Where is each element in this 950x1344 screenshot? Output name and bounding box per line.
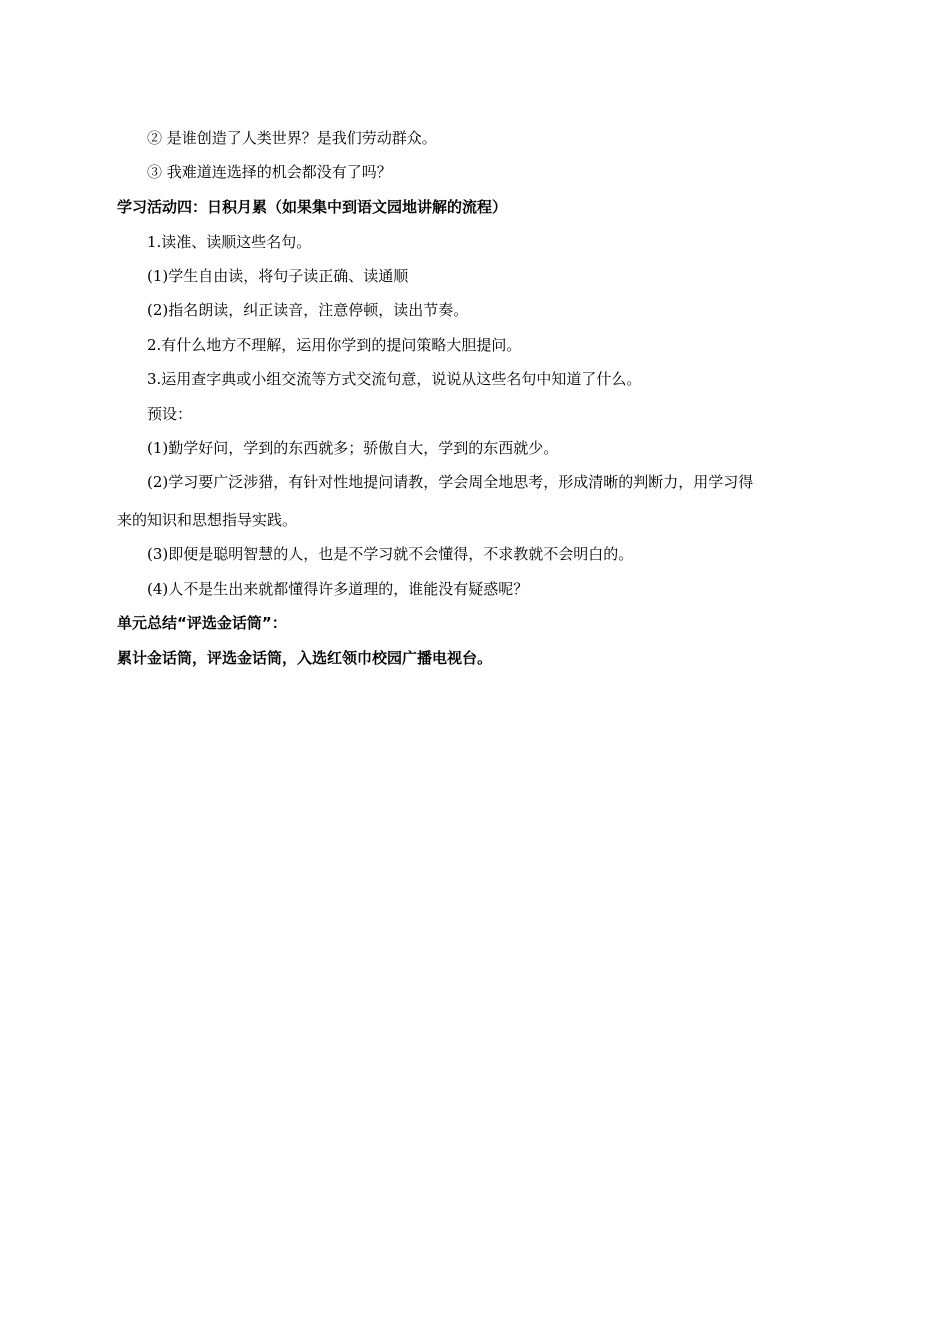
preset-item-3: (3)即便是聪明智慧的人，也是不学习就不会懂得，不求教就不会明白的。: [147, 545, 634, 563]
step-3: 3.运用查字典或小组交流等方式交流句意，说说从这些名句中知道了什么。: [147, 370, 642, 388]
example-sentence-3: ③ 我难道连选择的机会都没有了吗？: [147, 163, 392, 181]
preset-label: 预设：: [147, 405, 193, 423]
example-sentence-2: ② 是谁创造了人类世界？是我们劳动群众。: [147, 129, 437, 147]
unit-summary-heading: 单元总结“评选金话筒”：: [117, 614, 287, 632]
step-1: 1.读准、读顺这些名句。: [147, 233, 312, 251]
unit-summary-text: 累计金话筒，评选金话筒，入选红领巾校园广播电视台。: [117, 649, 493, 667]
preset-item-2: (2)学习要广泛涉猎，有针对性地提问请教，学会周全地思考，形成清晰的判断力，用学习得: [147, 473, 754, 491]
preset-item-4: (4)人不是生出来就都懂得许多道理的，谁能没有疑惑呢？: [147, 580, 529, 598]
step-1-sub-2: (2)指名朗读，纠正读音，注意停顿，读出节奏。: [147, 301, 469, 319]
step-1-sub-1: (1)学生自由读，将句子读正确、读通顺: [147, 267, 409, 285]
step-2: 2.有什么地方不理解，运用你学到的提问策略大胆提问。: [147, 336, 522, 354]
activity-four-heading: 学习活动四：日积月累（如果集中到语文园地讲解的流程）: [117, 198, 508, 216]
preset-item-2-continued: 来的知识和思想指导实践。: [117, 511, 298, 529]
preset-item-1: (1)勤学好问，学到的东西就多；骄傲自大，学到的东西就少。: [147, 439, 559, 457]
